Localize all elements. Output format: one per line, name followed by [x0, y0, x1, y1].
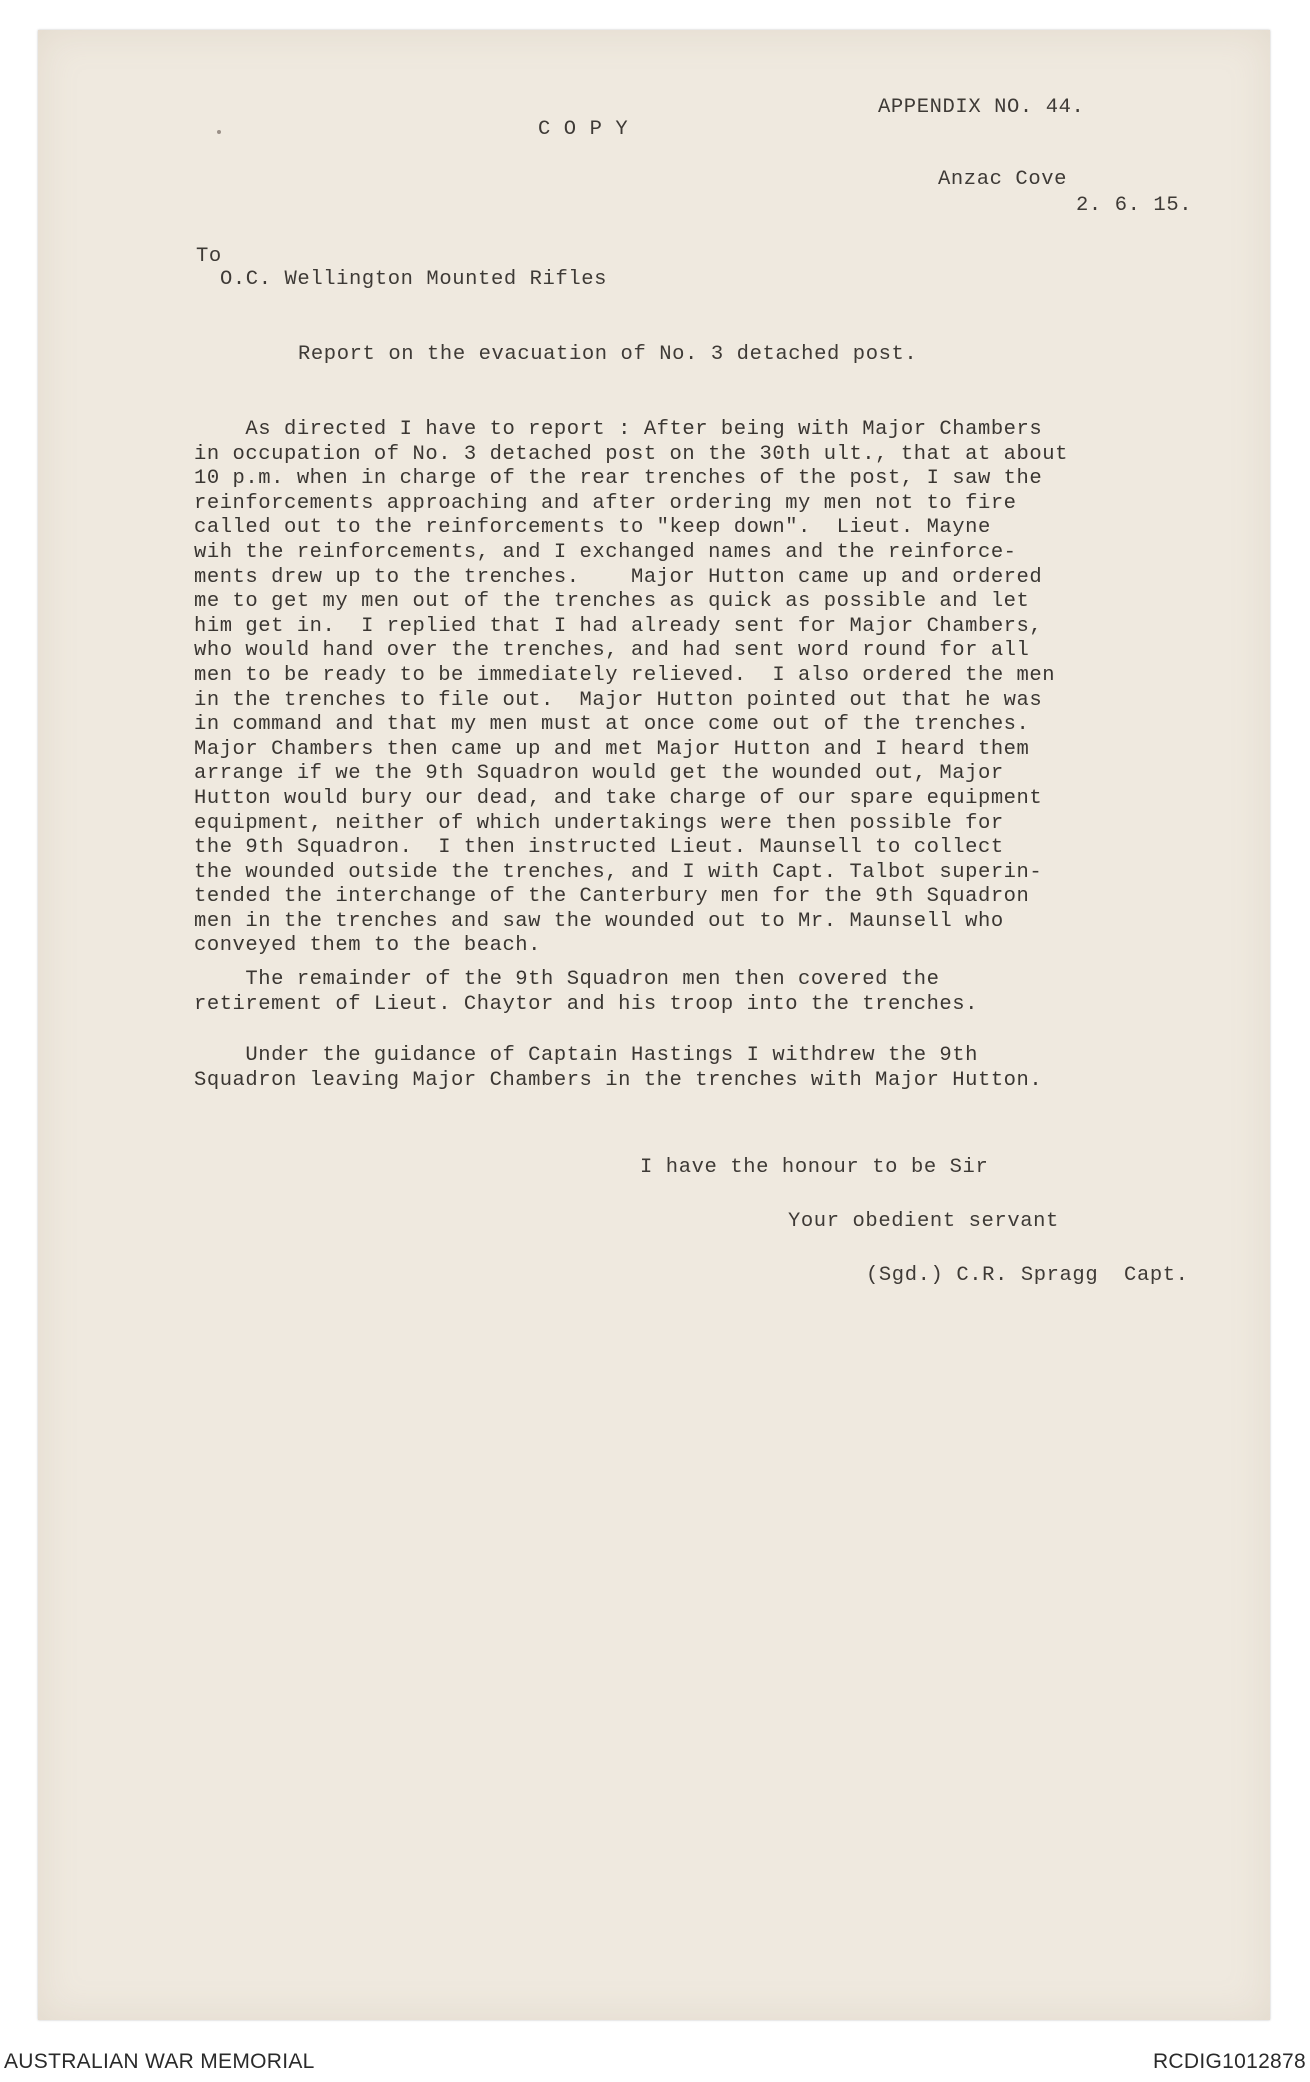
institution-credit: AUSTRALIAN WAR MEMORIAL — [4, 2050, 315, 2073]
paragraph-3 — [194, 1044, 1244, 1093]
text-line: The remainder of the 9th Squadron men then covered the — [194, 968, 940, 991]
text-line: arrange if we the 9th Squadron would get the wounded out, Major — [194, 762, 1004, 786]
text-line: in the trenches to file out. Major Hutton pointed out that he was — [194, 688, 1043, 712]
recipient: O.C. Wellington Mounted Rifles — [220, 268, 608, 291]
text-line: 10 p.m. when in charge of the rear trenches of the post, I saw the — [194, 467, 1043, 491]
text-line: tended the interchange of the Canterbury men for the 9th Squadron — [194, 885, 1030, 909]
text-line: him get in. I replied that I had already sent for Major Chambers, — [194, 614, 1043, 638]
copy-label: C O P Y — [538, 118, 629, 141]
text-line: men in the trenches and saw the wounded out to Mr. Maunsell who — [194, 909, 1004, 933]
text-line: men to be ready to be immediately relieved. I also ordered the men — [194, 663, 1056, 687]
text-line: in occupation of No. 3 detached post on the 30th ult., that at about — [194, 442, 1068, 466]
closing-salutation: I have the honour to be Sir — [640, 1156, 989, 1179]
closing-servant: Your obedient servant — [788, 1210, 1059, 1233]
to-label: To — [196, 245, 222, 268]
text-line: Major Chambers then came up and met Major Hutton and I heard them — [194, 737, 1030, 761]
text-line: wih the reinforcements, and I exchanged names and the reinforce- — [194, 540, 1017, 564]
document-date: 2. 6. 15. — [1076, 194, 1193, 217]
text-line: reinforcements approaching and after ordering my men not to fire — [194, 491, 1017, 515]
text-line: Under the guidance of Captain Hastings I withdrew the 9th — [194, 1044, 978, 1067]
text-line: the 9th Squadron. I then instructed Lieut. Maunsell to collect — [194, 836, 1004, 860]
text-line: the wounded outside the trenches, and I with Capt. Talbot superin- — [194, 860, 1043, 884]
text-line: conveyed them to the beach. — [194, 934, 542, 958]
text-line: As directed I have to report : After being with Major Chambers — [194, 418, 1043, 441]
paragraph-1 — [194, 418, 1244, 959]
text-line: me to get my men out of the trenches as quick as possible and let — [194, 590, 1030, 614]
text-line: ments drew up to the trenches. Major Hutton came up and ordered — [194, 565, 1043, 589]
text-line: Hutton would bury our dead, and take charge of our spare equipment — [194, 786, 1043, 810]
reference-number: RCDIG1012878 — [1152, 2050, 1306, 2073]
paper-speck — [217, 130, 221, 134]
place-name: Anzac Cove — [938, 168, 1068, 191]
appendix-number: APPENDIX NO. 44. — [878, 96, 1085, 119]
text-line: retirement of Lieut. Chaytor and his troop into the trenches. — [194, 992, 978, 1016]
document-page — [38, 30, 1270, 2020]
paragraph-2 — [194, 968, 1244, 1017]
text-line: who would hand over the trenches, and had sent word round for all — [194, 639, 1030, 663]
text-line: called out to the reinforcements to "keep down". Lieut. Mayne — [194, 516, 991, 540]
text-line: Squadron leaving Major Chambers in the trenches with Major Hutton. — [194, 1068, 1043, 1092]
signature-line: (Sgd.) C.R. Spragg Capt. — [866, 1264, 1189, 1287]
text-line: in command and that my men must at once come out of the trenches. — [194, 713, 1030, 737]
report-subject: Report on the evacuation of No. 3 detached post. — [298, 343, 918, 366]
text-line: equipment, neither of which undertakings were then possible for — [194, 811, 1004, 835]
